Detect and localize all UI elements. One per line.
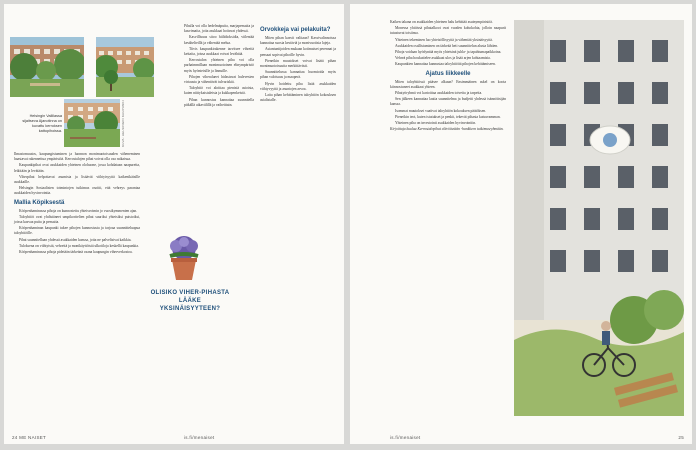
courtyard-photo-3 <box>64 99 120 147</box>
body-paragraph: Isommat muutokset vaativat taloyhtiön kokouksen päätöksen. <box>395 108 487 113</box>
body-paragraph: Yhteinen piha on investointi asukkaiden hyvinvointiin. <box>395 121 477 126</box>
body-paragraph: Pihat suunnitellaan yhdessä asukkaiden kanssa, jotta ne palvelisivat kaikkia. <box>19 237 132 242</box>
folio-left: 24 ME NAISET <box>12 435 47 440</box>
body-paragraph: Helsingin Sosiaalisten toimintojen tutkimus osoitti, että vehreys parantaa asukkaiden hyvinvointia. <box>14 186 140 196</box>
body-paragraph: Taloyhtiö voi aloittaa pienistä asioista, kuten niittykaistaleista ja kukkapenkeistä. <box>184 86 254 96</box>
body-paragraph: Miten taloyhtiössä pääsee alkuun? Ensimmäinen askel on koota kiinnostuneet asukkaat yhteen. <box>390 79 506 89</box>
pull-quote: OLISIKO VIHER-PIHASTA LÄÄKE YKSINÄISYYTEEN? <box>150 290 230 312</box>
body-paragraph: Kaupunkipihat ovat asukkaiden yhteinen olohuone, jossa kohdataan naapureita, leikitään ja levätään. <box>14 163 140 173</box>
left-column-1 <box>14 152 140 256</box>
body-paragraph: Viherpihat helpottavat asumista ja lisäävät viihtyisyyttä kaikenikäisille asukkaille. <box>14 174 140 185</box>
body-paragraph: Pihan kunnostus kannattaa suunnitella pitkällä aikavälillä ja vaiheittain. <box>184 97 254 107</box>
right-page <box>350 4 692 444</box>
flower-pot-illustration <box>162 234 206 284</box>
right-column-1 <box>390 20 506 133</box>
body-paragraph: Pienetkin teot, kuten istutukset ja penkit, tekevät pihasta kutsuvamman. <box>395 114 501 119</box>
body-paragraph: Asiantuntijoiden mukaan kotimaiset perennat ja pensaat sopivat pihoille hyvin. <box>260 47 336 57</box>
body-paragraph: Pihoja voidaan hyödyntää myös yhteisinä juhla- ja tapahtumapaikkoina. <box>395 50 502 55</box>
left-column-2 <box>184 24 254 109</box>
body-paragraph: Pihojen viheralueet hidastavat hulevesien virtausta ja vähentävät tulvariskiä. <box>184 74 254 85</box>
left-column-3 <box>260 24 336 104</box>
folio-website-right: is.fi/menaiset <box>390 435 421 440</box>
body-paragraph: Vehreä piha houkuttelee asukkaat ulos ja lisää arjen kohtaamisia. <box>395 56 491 61</box>
body-paragraph: Pihalla voi olla hedelmäpuita, marjapensaita ja kasvimaita, joita asukkaat hoitavat yhdessä. <box>184 24 254 34</box>
body-paragraph: Taloyhtiöt ovat yhdistäneet umpikorttelien pihat suuriksi yhteisiksi puistoiksi, joissa kasvaa puita ja pensaita. <box>14 214 140 225</box>
body-paragraph: Kasvillisuus sitoo hiilidioksidia, viilentää kesähelteillä ja vähentää melua. <box>184 35 254 45</box>
folio-website: is.fi/menaiset <box>184 435 215 440</box>
page-number-right: 25 <box>678 435 684 440</box>
body-paragraph: Suunnittelussa kannattaa huomioida myös pihan valoisuus ja maaperä. <box>260 70 336 80</box>
body-paragraph: Kaupunkien kannattaa kannustaa taloyhtiöitä pihojen kehittämiseen. <box>395 62 496 67</box>
photo-credit: KUVA: HELSINGIN KAUPUNKI <box>121 100 125 147</box>
apartment-building-photo <box>514 20 684 416</box>
body-paragraph: Tuloksena on viihtyisiä, vehreitä ja monikäyttöisiä ulkotiloja keskellä kaupunkia. <box>19 243 139 248</box>
body-paragraph: Pihatyöryhmä voi kartoittaa asukkaiden toiveita ja tarpeita. <box>395 91 483 96</box>
body-paragraph: Kööpenhaminassa pihoja on kunnostettu yhteisvoimin jo vuosikymmenten ajan. <box>19 208 138 213</box>
subheading-copenhagen: Mallia Köpiksestä <box>14 199 65 206</box>
body-paragraph: Pienetkin muutokset voivat lisätä pihan monimuotoisuutta merkittävästi. <box>260 58 336 69</box>
courtyard-photo-2 <box>96 37 154 97</box>
intro-paragraph: Ilmastomuutos, kaupungistuminen ja luonnon monimuotoisuuden väheneminen haastavat rakennettua ympäristöä. Kerrostalojen pihat voivat olla osa ratkaisua. <box>14 152 140 162</box>
body-paragraph: Kööpenhaminassa pihoja pidetään tärkeänä osana kaupungin viherverkostoa. <box>19 250 133 255</box>
photo-caption: Helsingin Vallilassa sijaitseva Ajanotinna on kuvattu kerroksen kattopihoissa. <box>22 114 62 133</box>
body-paragraph: Kööpenhaminan kaupunki tukee pihojen kunnostusta ja tarjoaa suunnitteluapua taloyhtiöille. <box>14 226 140 236</box>
body-paragraph: Hyvin hoidettu piha lisää asukkaiden viihtyvyyttä ja asuntojen arvoa. <box>260 81 336 91</box>
body-paragraph: Miten pihan kasvit valitaan? Kasvivalinnoissa kannattaa suosia kestäviä ja monivuotisia lajeja. <box>260 36 336 46</box>
body-paragraph: Tiivis kaupunkirakenne tarvitsee vihreitä keitaita, joissa asukkaat voivat levähtää. <box>184 46 254 57</box>
author-credit: Kirjoittaja kuuluu Kerrostalopihat elävöitetään -hankkeen tutkimusryhmään. <box>390 127 504 132</box>
body-paragraph: Asukkaiden osallistaminen on tärkeää heti suunnittelun alusta lähtien. <box>395 43 499 48</box>
body-paragraph: Sen jälkeen kannattaa laatia suunnitelma ja budjetti yhdessä isännöitsijän kanssa. <box>390 97 506 107</box>
body-paragraph: Yhteinen tekeminen luo yhteisöllisyyttä ja vähentää yksinäisyyttä. <box>395 37 493 42</box>
body-paragraph: Laita pihan kehittäminen taloyhtiön kokouksen asialistalle. <box>260 93 336 103</box>
body-paragraph: Kaiken takana on asukkaiden yhteinen halu kehittää asuinympäristöä. <box>390 20 493 24</box>
body-paragraph: Monessa yhtiössä pihatalkoot ovat vuoden kohokohta, jolloin naapurit tutustuvat toisiinsa. <box>390 26 506 36</box>
subheading-flowers: Orvokkeja vai pelakuita? <box>260 27 331 33</box>
body-paragraph: Kerrostalon yhteinen piha voi olla parhaimmillaan monimuotoinen elinympäristö myös hyönteisille ja linnuille. <box>184 58 254 73</box>
left-page <box>4 4 344 444</box>
subheading-get-started: Ajatus liikkeelle <box>425 70 471 77</box>
courtyard-photo-1 <box>10 37 84 97</box>
